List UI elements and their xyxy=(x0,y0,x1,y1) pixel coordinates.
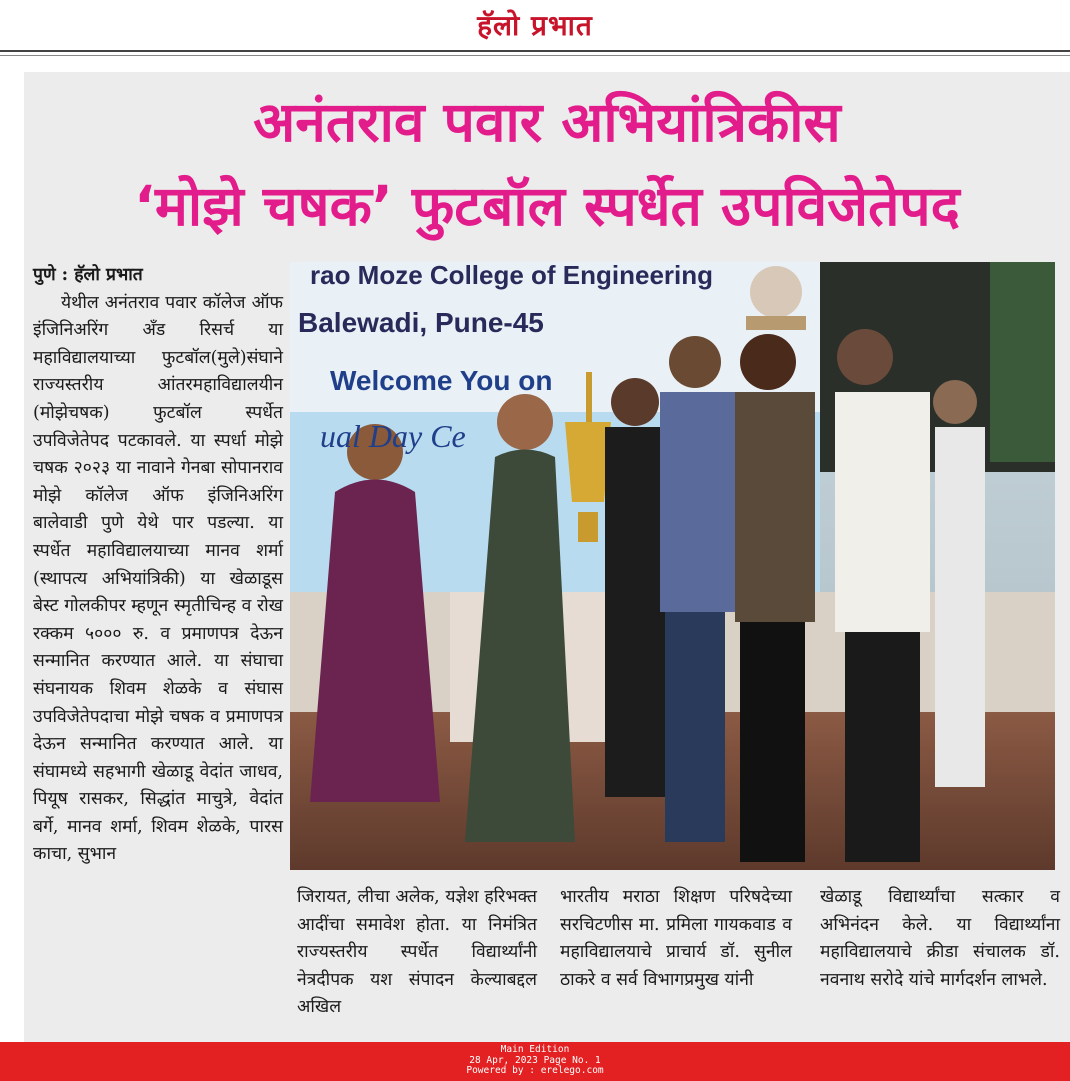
footer-date-page: 28 Apr, 2023 Page No. 1 xyxy=(469,1054,601,1066)
banner-text-1: rao Moze College of Engineering xyxy=(310,262,714,290)
headline-line-2: ‘मोझे चषक’ फुटबॉल स्पर्धेत उपविजेतेपद xyxy=(134,174,960,238)
person-man-white xyxy=(835,329,930,862)
newspaper-title: हॅलो प्रभात xyxy=(477,9,593,42)
person-man-check xyxy=(660,336,735,842)
masthead-rule xyxy=(0,50,1070,52)
headline xyxy=(24,80,1070,248)
masthead xyxy=(0,0,1070,48)
article-column-2: जिरायत, लीचा अलेक, यज्ञेश हरिभक्त आदींचा समावेश होता. या निमंत्रित राज्यस्तरीय स्पर्धेत विद्यार्थ्यांनी नेत्रदीपक यश संपादन केल्याबद्दल अखिल xyxy=(297,887,537,1018)
dateline: पुणे : हॅलो प्रभात xyxy=(33,265,143,285)
article-column-3: भारतीय मराठा शिक्षण परिषदेच्या सरचिटणीस मा. प्रमिला गायकवाड व महाविद्यालयाचे प्राचार्य डॉ. सुनील ठाकरे व सर्व विभागप्रमुख यांनी xyxy=(560,887,792,990)
banner-text-2: Balewadi, Pune-45 xyxy=(298,307,544,338)
footer-powered: Powered by : erelego.com xyxy=(466,1065,604,1076)
person-man-dark xyxy=(605,378,665,797)
person-man-stripes xyxy=(735,334,815,862)
banner-text-3: Welcome You on xyxy=(330,365,553,396)
banner-text-4: ual Day Ce xyxy=(320,418,466,454)
footer-bar xyxy=(0,1042,1070,1081)
article-column-1 xyxy=(33,262,283,869)
headline-line-1: अनंतराव पवार अभियांत्रिकीस xyxy=(253,90,841,154)
article-text-col1: येथील अनंतराव पवार कॉलेज ऑफ इंजिनिअरिंग अँड रिसर्च या महाविद्यालयाच्या फुटबॉल(मुले)संघाने राज्यस्तरीय आंतरमहाविद्यालयीन (मोझेचषक) फुटबॉल स्पर्धेत उपविजेतेपद पटकावले. या स्पर्धा मोझे चषक २०२३ या नावाने गेनबा सोपानराव मोझे कॉलेज ऑफ इंजिनिअरिंग बालेवाडी पुणे येथे पार पडल्या. या स्पर्धेत महाविद्यालयाच्या मानव शर्मा (स्थापत्य अभियांत्रिकी) या खेळाडूस बेस्ट गोलकीपर म्हणून स्मृतीचिन्ह व रोख रक्कम ५००० रु. व प्रमाणपत्र देऊन सन्मानित करण्यात आले. या संघाचा संघनायक शिवम शेळके व संघास उपविजेतेपदाचा मोझे चषक व प्रमाणपत्र देऊन सन्मानित करण्यात आले. या संघामध्ये सहभागी खेळाडू वेदांत जाधव, पियूष रासकर, सिद्धांत माचुत्रे, वेदांत बर्गे, मानव शर्मा, शिवम शेळके, पारस काचा, सुभान xyxy=(33,292,283,865)
masthead-rule-thin xyxy=(0,55,1070,56)
footer-edition: Main Edition xyxy=(500,1044,570,1055)
article-photo xyxy=(290,262,1055,870)
photo-illustration xyxy=(290,262,1055,870)
person-man-background xyxy=(933,380,985,787)
article-column-4: खेळाडू विद्यार्थ्यांचा सत्कार व अभिनंदन केले. या विद्यार्थ्यांना महाविद्यालयाचे क्रीडा संचालक डॉ. नवनाथ सरोदे यांचे मार्गदर्शन लाभले. xyxy=(820,887,1060,990)
